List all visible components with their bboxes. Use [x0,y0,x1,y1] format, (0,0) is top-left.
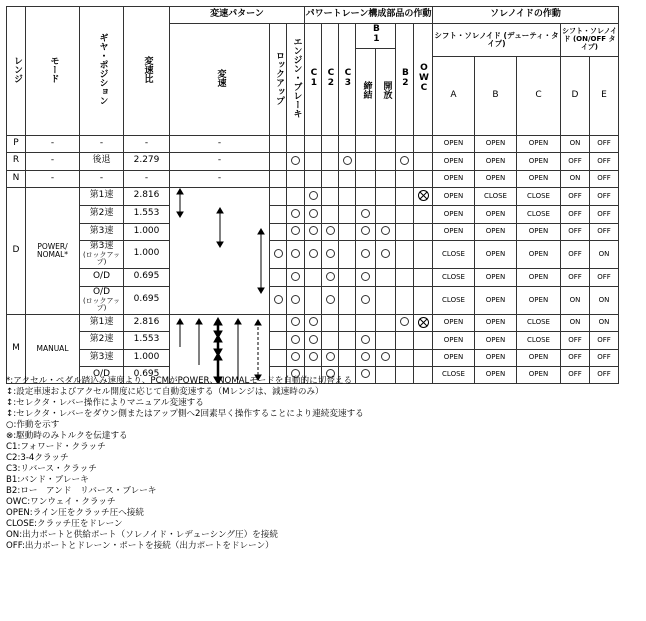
sol-a-cell: OPEN [433,170,475,187]
mode-cell: POWER/ NOMAL* [26,187,80,314]
note-line: OWC:ワンウェイ・クラッチ [6,497,116,507]
range-cell: P [7,135,26,152]
header-gear: ギヤ・ポジション [80,7,124,136]
engaged-mark [291,226,300,235]
pattern-cell: - [170,152,270,170]
header-sol-c: C [517,56,561,135]
engaged-mark [309,191,318,200]
header-shift-pattern: 変速パターン [170,7,305,24]
ratio-cell: 1.553 [124,205,170,223]
sol-e-cell: OFF [590,135,619,152]
table-row [7,240,619,268]
table-row [7,187,619,205]
note-line: ON:出力ポートと供給ポート（ソレノイド・レデューシング圧）を接続 [6,530,278,540]
sol-d-cell: OFF [561,366,590,383]
header-shift-solenoid-duty: シフト・ソレノイド (デューティ・タイプ) [433,24,561,57]
note-line: ↕:セレクタ・レバーをダウン側またはアップ側へ2回素早く操作することにより連続変速する [6,409,364,419]
range-cell: M [7,314,26,383]
ratio-cell: - [124,170,170,187]
sol-c-cell: OPEN [517,286,561,314]
owc-drive-only-mark [418,190,429,201]
sol-b-cell: OPEN [475,170,517,187]
sol-e-cell: OFF [590,152,619,170]
table-row [7,268,619,286]
note-line: ○:作動を示す [6,420,60,430]
ratio-cell: 1.553 [124,331,170,349]
sol-d-cell: OFF [561,331,590,349]
gear-cell: 後退 [80,152,124,170]
header-shift-solenoid-onoff: シフト・ソレノイド (ON/OFF タイプ) [561,24,619,57]
sol-a-cell: OPEN [433,223,475,240]
sol-c-cell: CLOSE [517,331,561,349]
sol-e-cell: OFF [590,331,619,349]
engaged-mark [381,249,390,258]
sol-d-cell: ON [561,314,590,331]
sol-c-cell: CLOSE [517,205,561,223]
sol-d-cell: OFF [561,268,590,286]
gear-cell: 第1速 [80,187,124,205]
header-sol-e: E [590,56,619,135]
engaged-mark [291,352,300,361]
engaged-mark [309,317,318,326]
table-row [7,170,619,187]
header-c3: C3 [339,24,356,136]
header-b2: B2 [396,24,414,136]
m-shift-pattern-arrows [170,314,270,383]
engaged-mark [381,226,390,235]
sol-a-cell: OPEN [433,331,475,349]
header-b1-engage: 締結 [356,48,376,135]
ratio-cell: 0.695 [124,286,170,314]
engaged-mark [291,209,300,218]
gear-cell: O/D (ロックアップ) [80,286,124,314]
sol-d-cell: ON [561,286,590,314]
sol-a-cell: CLOSE [433,268,475,286]
header-range: レンジ [7,7,26,136]
sol-e-cell: OFF [590,366,619,383]
sol-b-cell: OPEN [475,331,517,349]
header-shift: 変速 [170,24,270,136]
engaged-mark [400,156,409,165]
sol-c-cell: OPEN [517,170,561,187]
sol-d-cell: ON [561,170,590,187]
sol-a-cell: OPEN [433,349,475,366]
engaged-mark [361,209,370,218]
gear-cell: - [80,135,124,152]
sol-d-cell: OFF [561,223,590,240]
ratio-cell: 1.000 [124,349,170,366]
sol-b-cell: OPEN [475,366,517,383]
note-line: ⊗:駆動時のみトルクを伝達する [6,431,128,441]
note-line: *:アクセル・ペダル踏込み速度より、PCMがPOWER、NOMALモードを自動的に切替える [6,376,353,386]
sol-c-cell: OPEN [517,268,561,286]
table-row [7,286,619,314]
sol-b-cell: OPEN [475,152,517,170]
mode-cell: - [26,152,80,170]
sol-e-cell: OFF [590,187,619,205]
range-cell: R [7,152,26,170]
sol-c-cell: OPEN [517,223,561,240]
sol-b-cell: OPEN [475,223,517,240]
gear-cell: 第3速 [80,349,124,366]
header-solenoid: ソレノイドの作動 [433,7,619,24]
pattern-cell: - [170,170,270,187]
engaged-mark [326,272,335,281]
note-line: C2:3-4クラッチ [6,453,69,463]
sol-a-cell: OPEN [433,152,475,170]
ratio-cell: - [124,135,170,152]
sol-e-cell: OFF [590,223,619,240]
engaged-mark [274,249,283,258]
header-b1-release: 開放 [376,48,396,135]
engaged-mark [291,295,300,304]
gear-cell: O/D [80,366,124,383]
engaged-mark [326,295,335,304]
gear-cell: - [80,170,124,187]
table-row [7,331,619,349]
header-owc: OWC [414,24,433,136]
sol-e-cell: OFF [590,205,619,223]
sol-d-cell: ON [561,135,590,152]
table-row [7,349,619,366]
engaged-mark [291,272,300,281]
sol-d-cell: OFF [561,152,590,170]
mode-cell: - [26,135,80,152]
sol-b-cell: CLOSE [475,187,517,205]
engaged-mark [291,156,300,165]
sol-e-cell: OFF [590,268,619,286]
sol-b-cell: OPEN [475,349,517,366]
engaged-mark [309,209,318,218]
d-shift-pattern-arrows [170,187,270,314]
header-b1: B1 [356,24,396,49]
header-lockup: ロックアップ [270,24,287,136]
header-powertrain: パワートレーン構成部品の作動 [305,7,433,24]
ratio-cell: 2.816 [124,314,170,331]
pattern-cell: - [170,135,270,152]
sol-e-cell: OFF [590,170,619,187]
sol-c-cell: OPEN [517,152,561,170]
engaged-mark [400,317,409,326]
ratio-cell: 2.816 [124,187,170,205]
note-line: ↕:セレクタ・レバー操作によりマニュアル変速する [6,398,204,408]
header-ratio: 変速比 [124,7,170,136]
table-row [7,152,619,170]
sol-b-cell: OPEN [475,268,517,286]
sol-c-cell: OPEN [517,135,561,152]
ratio-cell: 0.695 [124,268,170,286]
mode-cell: MANUAL [26,314,80,383]
engaged-mark [361,352,370,361]
note-line: C3:リバース・クラッチ [6,464,97,474]
sol-d-cell: OFF [561,349,590,366]
sol-d-cell: OFF [561,205,590,223]
ratio-cell: 2.279 [124,152,170,170]
sol-c-cell: CLOSE [517,187,561,205]
sol-b-cell: OPEN [475,314,517,331]
shift-operation-table [6,6,619,384]
engaged-mark [361,335,370,344]
gear-cell: 第1速 [80,314,124,331]
engaged-mark [361,249,370,258]
gear-cell: 第2速 [80,331,124,349]
sol-a-cell: OPEN [433,314,475,331]
table-row [7,223,619,240]
header-engine-brake: エンジン・ブレーキ [287,24,305,136]
sol-a-cell: OPEN [433,135,475,152]
header-sol-b: B [475,56,517,135]
sol-d-cell: OFF [561,240,590,268]
engaged-mark [309,335,318,344]
ratio-cell: 0.695 [124,366,170,383]
engaged-mark [291,317,300,326]
range-cell: D [7,187,26,314]
header-sol-d: D [561,56,590,135]
engaged-mark [309,352,318,361]
sol-c-cell: OPEN [517,240,561,268]
table-row [7,135,619,152]
engaged-mark [274,295,283,304]
sol-e-cell: ON [590,286,619,314]
sol-b-cell: OPEN [475,240,517,268]
sol-c-cell: CLOSE [517,314,561,331]
header-c2: C2 [322,24,339,136]
table-row [7,205,619,223]
note-line: OFF:出力ポートとドレーン・ポートを接続（出力ポートをドレーン） [6,541,274,551]
sol-a-cell: CLOSE [433,240,475,268]
sol-a-cell: OPEN [433,187,475,205]
owc-drive-only-mark [418,317,429,328]
sol-d-cell: OFF [561,187,590,205]
sol-e-cell: ON [590,240,619,268]
sol-b-cell: OPEN [475,135,517,152]
engaged-mark [361,295,370,304]
note-line: B2:ロー アンド リバース・ブレーキ [6,486,157,496]
sol-e-cell: ON [590,314,619,331]
engaged-mark [381,352,390,361]
gear-cell: 第3速 [80,223,124,240]
sol-a-cell: OPEN [433,205,475,223]
sol-c-cell: OPEN [517,349,561,366]
note-line: OPEN:ライン圧をクラッチ圧へ接続 [6,508,144,518]
header-sol-a: A [433,56,475,135]
sol-e-cell: OFF [590,349,619,366]
legend-notes [6,376,636,552]
header-c1: C1 [305,24,322,136]
sol-b-cell: OPEN [475,205,517,223]
sol-c-cell: OPEN [517,366,561,383]
engaged-mark [361,226,370,235]
engaged-mark [326,249,335,258]
engaged-mark [291,249,300,258]
engaged-mark [326,226,335,235]
engaged-mark [309,249,318,258]
note-line: B1:バンド・ブレーキ [6,475,89,485]
engaged-mark [291,335,300,344]
ratio-cell: 1.000 [124,240,170,268]
sol-a-cell: CLOSE [433,286,475,314]
gear-cell: 第3速 (ロックアップ) [80,240,124,268]
header-mode: モード [26,7,80,136]
note-line: CLOSE:クラッチ圧をドレーン [6,519,123,529]
gear-cell: 第2速 [80,205,124,223]
engaged-mark [361,272,370,281]
engaged-mark [326,352,335,361]
table-row [7,314,619,331]
range-cell: N [7,170,26,187]
note-line: ↕:設定車速およびアクセル開度に応じて自動変速する（Mレンジは、減速時のみ） [6,387,324,397]
note-line: C1:フォワード・クラッチ [6,442,106,452]
mode-cell: - [26,170,80,187]
engaged-mark [309,226,318,235]
ratio-cell: 1.000 [124,223,170,240]
sol-b-cell: OPEN [475,286,517,314]
sol-a-cell: CLOSE [433,366,475,383]
gear-cell: O/D [80,268,124,286]
engaged-mark [343,156,352,165]
